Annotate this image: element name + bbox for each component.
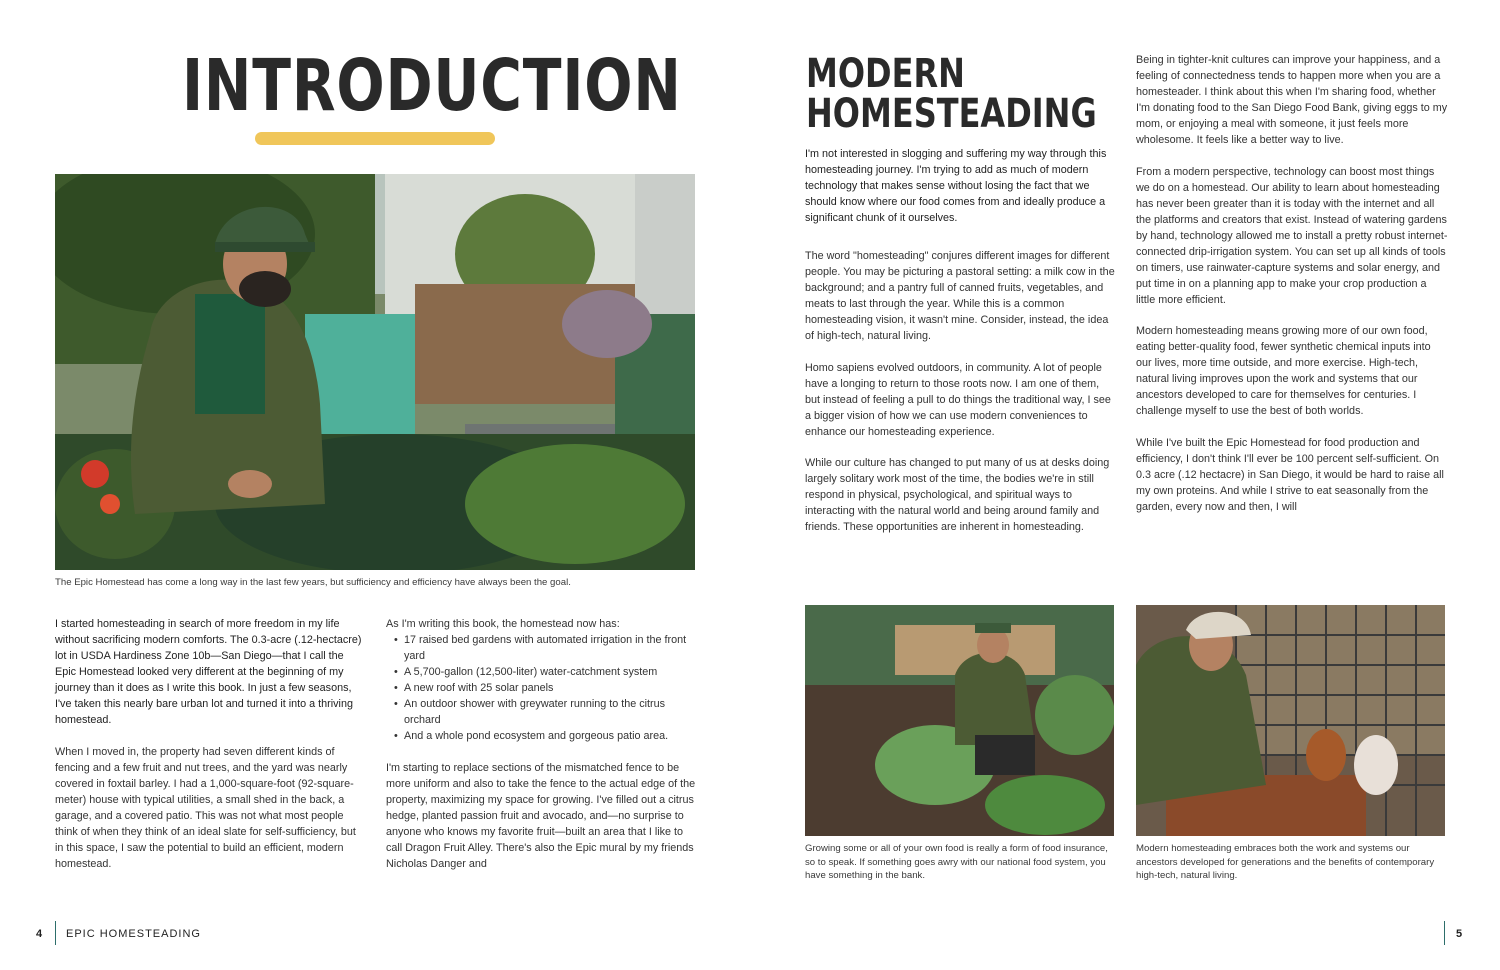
list-item: • 17 raised bed gardens with automated irrigation in the front yard bbox=[386, 632, 696, 664]
title-underline-bar bbox=[255, 132, 495, 145]
page-number-right: 5 bbox=[1456, 928, 1463, 940]
title-line: MODERN bbox=[806, 51, 965, 97]
section-title-modern-homesteading bbox=[806, 51, 1097, 137]
hero-photo bbox=[55, 174, 695, 570]
page-number-left: 4 bbox=[36, 928, 43, 940]
garden-photo bbox=[805, 605, 1114, 836]
list-item: • An outdoor shower with greywater running to the citrus orchard bbox=[386, 696, 696, 728]
garden-photo-caption: Growing some or all of your own food is really a form of food insurance, so to speak. If something goes awry with our national food system, you have something in the bank. bbox=[805, 843, 1108, 881]
title-line: HOMESTEADING bbox=[806, 91, 1097, 137]
list-item: • A 5,700-gallon (12,500-liter) water-catchment system bbox=[386, 664, 696, 680]
footer-divider-right bbox=[1444, 921, 1445, 945]
list-item: • And a whole pond ecosystem and gorgeous patio area. bbox=[386, 728, 696, 744]
hero-photo-caption: The Epic Homestead has come a long way in the last few years, but sufficiency and efficiency have always been the goal. bbox=[55, 577, 571, 588]
footer-divider-left bbox=[55, 921, 56, 945]
paragraph: From a modern perspective, technology can boost most things we do on a homestead. Our ability to learn about homesteading has never been greater than it is today with the internet and all the platforms and creators that exist. Instead of watering gardens by hand, technology allowed me to install a pretty robust internet-connected drip-irrigation system. You can set up all kinds of tools on timers, use rainwater-capture systems and solar energy, and put time in on a planning app to make your crop production a little more efficient. bbox=[1136, 165, 1448, 306]
intro-paragraph: I'm not interested in slogging and suffering my way through this homesteading journey. I'm trying to add as much of modern technology that makes sense without losing the fact that we should know where our food comes from and ideally produce a significant chunk of it ourselves. bbox=[805, 148, 1107, 224]
left-column-1 bbox=[55, 616, 365, 887]
paragraph: Modern homesteading means growing more of our own food, eating better-quality food, fewer synthetic chemical inputs into our lives, more time outside, and more exercise. High-tech, natural living improves upon the work and systems that our ancestors developed to care for themselves for centuries. I challenge myself to use the best of both worlds. bbox=[1136, 325, 1431, 417]
right-column-1 bbox=[805, 146, 1117, 551]
paragraph: While I've built the Epic Homestead for food production and efficiency, I don't think I'll ever be 100 percent self-sufficient. On 0.3 acre (.12 hectacre) in San Diego, it would be hard to raise all my own proteins. And while I strive to eat seasonally from the garden, every now and then, I will bbox=[1136, 436, 1444, 513]
chickens-photo-caption: Modern homesteading embraces both the work and systems our ancestors developed for generations and the benefits of contemporary high-tech, natural living. bbox=[1136, 843, 1435, 881]
right-column-2 bbox=[1136, 52, 1448, 560]
running-footer-title: EPIC HOMESTEADING bbox=[66, 928, 201, 940]
list-intro: As I'm writing this book, the homestead now has: bbox=[386, 618, 620, 630]
paragraph: The word "homesteading" conjures different images for different people. You may be picturing a pastoral setting: a milk cow in the background; and a pantry full of canned fruits, vegetables, and meats to last through the year. While this is a common homesteading vision, it wasn't mine. Consider, instead, the idea of high-tech, natural living. bbox=[805, 250, 1115, 342]
chickens-photo bbox=[1136, 605, 1445, 836]
paragraph: Being in tighter-knit cultures can improve your happiness, and a feeling of connectedness tends to happen more when you are a homesteader. I think about this when I'm sharing food, whether I'm donating food to the San Diego Food Bank, giving eggs to my mom, or enjoying a meal with someone, it just feels more wholesome. It feels like a better way to live. bbox=[1136, 54, 1448, 146]
feature-list bbox=[386, 632, 696, 744]
paragraph: When I moved in, the property had seven different kinds of fencing and a few fruit and nut trees, and the yard was nearly covered in foxtail barley. I had a 1,000-square-foot (92-square-meter) house with typical utilities, a small shed in the back, a garage, and a covered patio. This was not what most people think of when they think of an ideal slate for self-sufficiency, but in this space, I saw the potential to build an efficient, modern homestead. bbox=[55, 745, 356, 870]
page-title-introduction: INTRODUCTION bbox=[182, 44, 682, 127]
paragraph: Homo sapiens evolved outdoors, in community. A lot of people have a longing to return to those roots now. I am one of them, but instead of feeling a pull to do things the traditional way, I see a bigger vision of how we can use modern conveniences to enhance our homesteading experience. bbox=[805, 361, 1111, 438]
paragraph: I started homesteading in search of more freedom in my life without sacrificing modern comforts. The 0.3-acre (.12-hectacre) lot in USDA Hardiness Zone 10b—San Diego—that I call the Epic Homestead looked very different at the beginning of my journey than it does as I write this book. In just a few seasons, I've taken this nearly bare urban lot and turned it into a thriving homestead. bbox=[55, 618, 362, 726]
left-column-2 bbox=[386, 616, 696, 887]
paragraph: While our culture has changed to put many of us at desks doing largely solitary work most of the time, the bodies we're in still respond in physical, psychological, and spiritual ways to interacting with the natural world and being around family and friends. These opportunities are inherent in homesteading. bbox=[805, 457, 1110, 533]
paragraph: I'm starting to replace sections of the mismatched fence to be more uniform and also to take the fence to the actual edge of the property, maximizing my space for growing. I've filled out a citrus hedge, planted passion fruit and avocado, and—no surprise to anyone who knows my favorite fruit—built an area that I like to call Dragon Fruit Alley. There's also the Epic mural by my friends Nicholas Danger and bbox=[386, 761, 696, 870]
list-item: • A new roof with 25 solar panels bbox=[386, 680, 696, 696]
